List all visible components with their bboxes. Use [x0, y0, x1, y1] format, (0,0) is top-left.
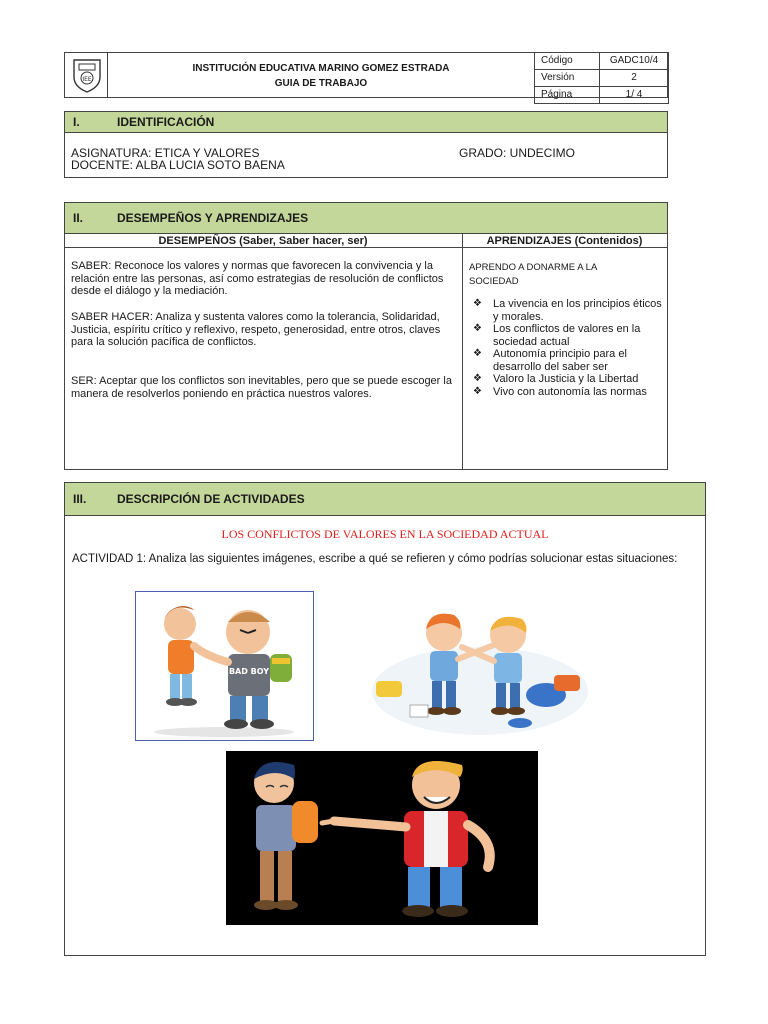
list-item: ❖ Vivo con autonomía las normas — [473, 385, 647, 398]
diamond-bullet-icon: ❖ — [473, 373, 482, 384]
column-desempenos: DESEMPEÑOS (Saber, Saber hacer, ser) — [158, 235, 368, 247]
header-titles — [109, 61, 533, 91]
section-header — [65, 483, 705, 516]
diamond-bullet-icon: ❖ — [473, 298, 482, 309]
section-number: III. — [73, 492, 87, 506]
activity-heading: LOS CONFLICTOS DE VALORES EN LA SOCIEDAD ACTUAL — [221, 527, 549, 541]
section-number: II. — [73, 211, 84, 225]
grade-label: GRADO: UNDECIMO — [459, 146, 576, 160]
saber-hacer-text: SABER HACER: Analiza y sustenta valores como la tolerancia, Solidaridad, Justicia, espíritu crítico y reflexivo, respeto, generosidad, entre otros, claves para la solución pacífica de conflictos. — [71, 311, 441, 348]
list-item: ❖ La vivencia en los principios éticos y morales. — [473, 298, 662, 323]
svg-text:IEE: IEE — [82, 76, 92, 83]
subject-label: ASIGNATURA: ETICA Y VALORES — [71, 146, 260, 160]
section-title: IDENTIFICACIÓN — [117, 115, 215, 129]
document-type: GUIA DE TRABAJO — [274, 78, 368, 89]
section-number: I. — [73, 115, 80, 129]
aprendizajes-list — [469, 298, 665, 398]
list-item: ❖ Autonomía principio para el desarrollo del saber ser — [473, 348, 627, 373]
meta-value: 1/ 4 — [600, 87, 669, 104]
section-header — [65, 203, 667, 234]
bully-illustration-1 — [135, 591, 314, 741]
diamond-bullet-icon: ❖ — [473, 323, 482, 334]
institution-name: INSTITUCIÓN EDUCATIVA MARINO GOMEZ ESTRADA — [192, 63, 450, 74]
document-header — [64, 52, 668, 98]
meta-label: Versión — [535, 70, 600, 87]
section-title: DESEMPEÑOS Y APRENDIZAJES — [117, 211, 309, 225]
saber-text: SABER: Reconoce los valores y normas que favorecen la convivencia y la relación entre las personas, así como estrategias de resolución de conflictos desde el diálogo y la mediación. — [71, 260, 444, 297]
list-item: ❖ Valoro la Justicia y la Libertad — [473, 373, 639, 385]
aprendo-heading: APRENDO A DONARME A LA SOCIEDAD — [469, 262, 597, 287]
meta-row-code — [535, 53, 669, 70]
bully-pointing-illustration — [226, 751, 538, 925]
school-logo — [70, 57, 104, 93]
section-actividades — [64, 482, 706, 956]
meta-value: GADC10/4 — [600, 53, 669, 70]
ser-text: SER: Aceptar que los conflictos son inevitables, pero que se puede escoger la manera de resolverlos poniendo en práctica nuestros valores. — [71, 375, 452, 400]
section-title: DESCRIPCIÓN DE ACTIVIDADES — [117, 492, 305, 506]
meta-label: Página — [535, 87, 600, 104]
meta-row-page — [535, 87, 669, 104]
diamond-bullet-icon: ❖ — [473, 348, 482, 359]
svg-text:BAD BOY: BAD BOY — [228, 667, 270, 676]
teacher-label: DOCENTE: ALBA LUCIA SOTO BAENA — [71, 158, 285, 172]
meta-row-version — [535, 70, 669, 87]
diamond-bullet-icon: ❖ — [473, 385, 482, 397]
kids-fighting-illustration — [370, 601, 590, 739]
section-identificacion — [64, 111, 668, 178]
column-aprendizajes: APRENDIZAJES (Contenidos) — [486, 235, 643, 247]
columns-header-row — [65, 234, 667, 248]
meta-value: 2 — [600, 70, 669, 87]
section-header — [65, 112, 667, 133]
meta-label: Código — [535, 53, 600, 70]
section-desempenos — [64, 202, 668, 470]
document-meta-table — [534, 52, 669, 104]
activity-1-instructions: ACTIVIDAD 1: Analiza las siguientes imágenes, escribe a qué se refieren y cómo podrías solucionar estas situaciones: — [72, 553, 678, 565]
list-item: ❖ Los conflictos de valores en la sociedad actual — [473, 323, 641, 348]
